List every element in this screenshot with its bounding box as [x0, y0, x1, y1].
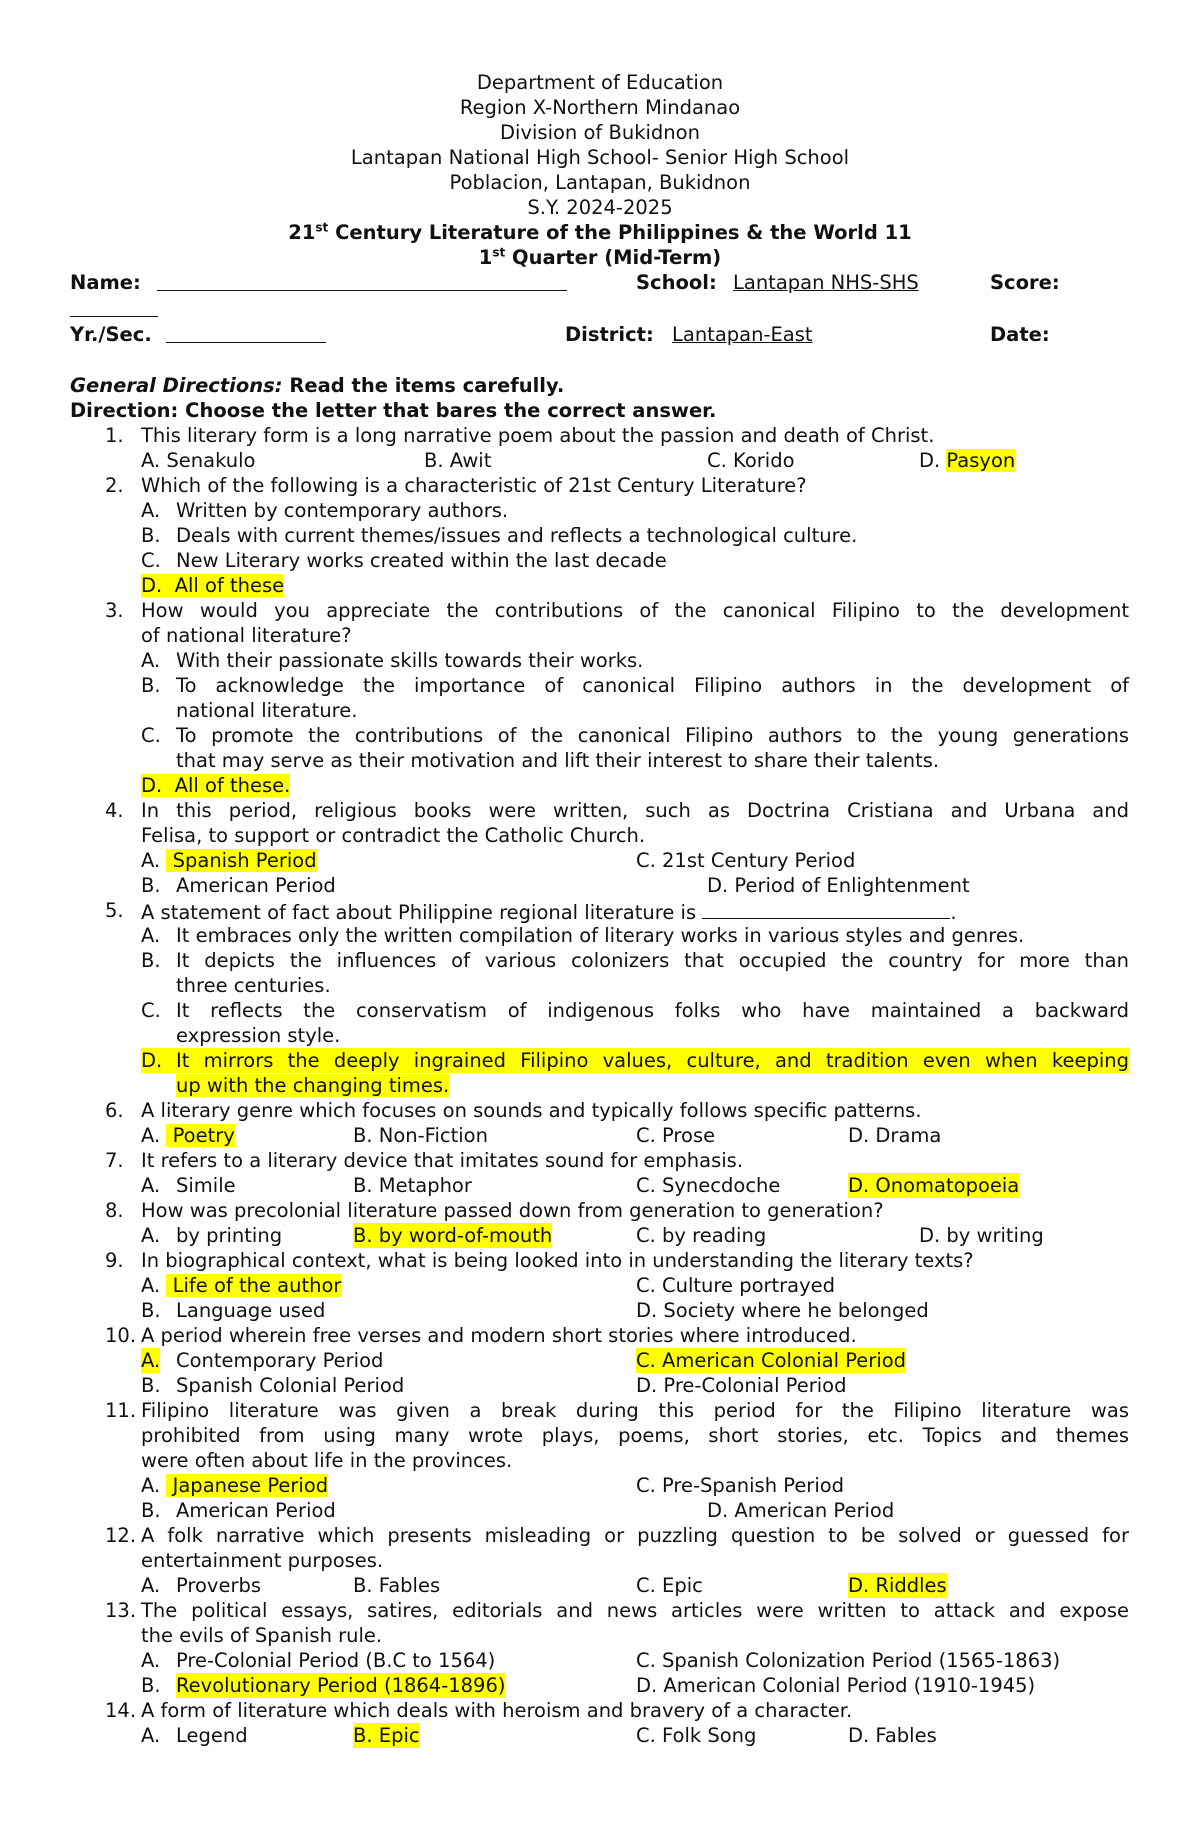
header-line-5: Poblacion, Lantapan, Bukidnon	[449, 171, 751, 194]
option-d: D. Pre-Colonial Period	[636, 1374, 847, 1397]
option-a: Contemporary Period	[176, 1349, 384, 1372]
option-d: D. It mirrors the deeply ingrained Filipino values, culture, and tradition even when keeping	[141, 1049, 1129, 1072]
option-b: B. Epic	[353, 1724, 420, 1747]
header-line-3: Division of Bukidnon	[500, 121, 700, 144]
question-number: 2.	[105, 474, 124, 497]
option-d: D. Society where he belonged	[636, 1299, 929, 1322]
option-a: A. Life of the author	[141, 1274, 342, 1297]
option-c: C. Synecdoche	[636, 1174, 781, 1197]
option-b-letter: B.	[141, 1674, 161, 1697]
yrsec-label: Yr./Sec.	[70, 323, 152, 346]
question-number: 5.	[105, 899, 124, 922]
option-c: To promote the contributions of the canonical Filipino authors to the young generations	[176, 724, 1129, 747]
header-line-4: Lantapan National High School- Senior High School	[350, 146, 850, 169]
option-a-letter: A.	[141, 1574, 161, 1597]
district-label: District:	[565, 323, 654, 346]
option-a-letter: A.	[141, 499, 161, 522]
score-label: Score:	[990, 271, 1060, 294]
option-d: D. Pasyon	[919, 449, 1016, 472]
school-label: School:	[636, 271, 717, 294]
question-text: A statement of fact about Philippine regional literature is .	[141, 898, 957, 925]
option-b: B. Metaphor	[353, 1174, 472, 1197]
option-b: B. by word-of-mouth	[353, 1224, 553, 1247]
option-a: Written by contemporary authors.	[176, 499, 509, 522]
option-b: Language used	[176, 1299, 326, 1322]
question-text: How was precolonial literature passed down from generation to generation?	[141, 1199, 884, 1222]
question-number: 6.	[105, 1099, 124, 1122]
question-text: Which of the following is a characteristic of 21st Century Literature?	[141, 474, 807, 497]
option-a: A. Japanese Period	[141, 1474, 329, 1497]
option-c-letter: C.	[141, 724, 161, 747]
option-a: Simile	[176, 1174, 236, 1197]
question-text: A period wherein free verses and modern short stories where introduced.	[141, 1324, 857, 1347]
district-value: Lantapan-East	[672, 323, 813, 346]
option-c-letter: C.	[141, 549, 161, 572]
option-b: Deals with current themes/issues and reflects a technological culture.	[176, 524, 858, 547]
option-c: C. American Colonial Period	[636, 1349, 907, 1372]
question-text: It refers to a literary device that imitates sound for emphasis.	[141, 1149, 744, 1172]
question-text-cont: of national literature?	[141, 624, 352, 647]
general-directions: General Directions: Read the items carefully.	[70, 374, 565, 397]
option-d: D. American Colonial Period (1910-1945)	[636, 1674, 1036, 1697]
option-b: It depicts the influences of various colonizers that occupied the country for more than	[176, 949, 1129, 972]
question-text: Filipino literature was given a break during this period for the Filipino literature was	[141, 1399, 1129, 1422]
option-b-letter: B.	[141, 674, 161, 697]
question-number: 14.	[105, 1699, 137, 1722]
name-field[interactable]	[157, 270, 567, 297]
question-text: A form of literature which deals with heroism and bravery of a character.	[141, 1699, 853, 1722]
option-c: C. Pre-Spanish Period	[636, 1474, 845, 1497]
option-c: C. Prose	[636, 1124, 716, 1147]
option-a: A. Poetry	[141, 1124, 235, 1147]
option-c: C. Korido	[707, 449, 795, 472]
option-b-letter: B.	[141, 874, 161, 897]
option-d: D. All of these	[141, 574, 285, 597]
option-d: D. Fables	[848, 1724, 937, 1747]
option-c: C. Epic	[636, 1574, 703, 1597]
question-text: A literary genre which focuses on sounds and typically follows specific patterns.	[141, 1099, 922, 1122]
question-text: A folk narrative which presents misleading or puzzling question to be solved or guessed for	[141, 1524, 1129, 1547]
option-b: B. Non-Fiction	[353, 1124, 488, 1147]
option-a-letter: A.	[141, 1649, 161, 1672]
option-c: C. Folk Song	[636, 1724, 757, 1747]
option-c: C. Spanish Colonization Period (1565-1863)	[636, 1649, 1061, 1672]
option-a: Proverbs	[176, 1574, 262, 1597]
option-b-cont: national literature.	[176, 699, 358, 722]
option-b: American Period	[176, 1499, 336, 1522]
option-c-letter: C.	[141, 999, 161, 1022]
question-text: The political essays, satires, editorials and news articles were written to attack and expose	[141, 1599, 1129, 1622]
header-line-1: Department of Education	[476, 71, 724, 94]
option-a-letter: A.	[141, 1174, 161, 1197]
question-text: In biographical context, what is being looked into in understanding the literary texts?	[141, 1249, 974, 1272]
question-number: 4.	[105, 799, 124, 822]
option-b: To acknowledge the importance of canonical Filipino authors in the development of	[176, 674, 1129, 697]
question-number: 7.	[105, 1149, 124, 1172]
school-value: Lantapan NHS-SHS	[733, 271, 919, 294]
option-c-cont: expression style.	[176, 1024, 341, 1047]
question-number: 1.	[105, 424, 124, 447]
option-a: A. Spanish Period	[141, 849, 317, 872]
name-label: Name:	[70, 271, 141, 294]
option-a-letter: A.	[141, 1724, 161, 1747]
option-b: Revolutionary Period (1864-1896)	[176, 1674, 506, 1697]
option-a: Legend	[176, 1724, 248, 1747]
option-b-letter: B.	[141, 524, 161, 547]
option-c: C. by reading	[636, 1224, 767, 1247]
question-number: 9.	[105, 1249, 124, 1272]
option-a: A. Senakulo	[141, 449, 256, 472]
option-b-cont: three centuries.	[176, 974, 331, 997]
option-a: It embraces only the written compilation of literary works in various styles and genres.	[176, 924, 1025, 947]
question-number: 8.	[105, 1199, 124, 1222]
question-number: 11.	[105, 1399, 137, 1422]
question-text: In this period, religious books were written, such as Doctrina Cristiana and Urbana and	[141, 799, 1129, 822]
score-field[interactable]	[70, 296, 158, 323]
direction-text: Direction: Choose the letter that bares the correct answer.	[70, 399, 717, 422]
option-a-letter: A.	[141, 1224, 161, 1247]
question-number: 3.	[105, 599, 124, 622]
question-number: 13.	[105, 1599, 137, 1622]
option-c: New Literary works created within the last decade	[176, 549, 667, 572]
option-b: B. Awit	[424, 449, 492, 472]
option-b-letter: B.	[141, 1374, 161, 1397]
option-d: D. All of these.	[141, 774, 291, 797]
option-a-letter: A.	[141, 649, 161, 672]
option-a: Pre-Colonial Period (B.C to 1564)	[176, 1649, 496, 1672]
option-d: D. Drama	[848, 1124, 942, 1147]
option-b-letter: B.	[141, 1499, 161, 1522]
option-d: D. Onomatopoeia	[848, 1174, 1020, 1197]
exam-title: 21st Century Literature of the Philippines & the World 11	[288, 220, 912, 244]
header-line-6: S.Y. 2024-2025	[527, 196, 673, 219]
question-text: This literary form is a long narrative poem about the passion and death of Christ.	[141, 424, 935, 447]
option-b: American Period	[176, 874, 336, 897]
question-text-cont: entertainment purposes.	[141, 1549, 384, 1572]
option-a-letter: A.	[141, 1349, 161, 1372]
header-line-2: Region X-Northern Mindanao	[459, 96, 741, 119]
option-b-letter: B.	[141, 949, 161, 972]
option-d: D. by writing	[919, 1224, 1044, 1247]
question-text-cont: prohibited from using many wrote plays, poems, short stories, etc. Topics and themes	[141, 1424, 1129, 1447]
question-number: 12.	[105, 1524, 137, 1547]
yrsec-field[interactable]	[166, 322, 326, 349]
option-b: Spanish Colonial Period	[176, 1374, 405, 1397]
option-c: C. Culture portrayed	[636, 1274, 836, 1297]
option-b: B. Fables	[353, 1574, 441, 1597]
date-label: Date:	[990, 323, 1050, 346]
option-d: D. Period of Enlightenment	[707, 874, 970, 897]
option-c: It reflects the conservatism of indigenous folks who have maintained a backward	[176, 999, 1129, 1022]
question-text-cont: Felisa, to support or contradict the Catholic Church.	[141, 824, 646, 847]
question-text-cont: the evils of Spanish rule.	[141, 1624, 383, 1647]
option-a: by printing	[176, 1224, 283, 1247]
option-d-cont: up with the changing times.	[176, 1074, 450, 1097]
option-c-cont: that may serve as their motivation and lift their interest to share their talents.	[176, 749, 940, 772]
question-text: How would you appreciate the contributions of the canonical Filipino to the development	[141, 599, 1129, 622]
question-number: 10.	[105, 1324, 137, 1347]
option-c: C. 21st Century Period	[636, 849, 856, 872]
question-text-cont: were often about life in the provinces.	[141, 1449, 513, 1472]
option-d: D. Riddles	[848, 1574, 947, 1597]
option-d: D. American Period	[707, 1499, 895, 1522]
option-a: With their passionate skills towards their works.	[176, 649, 644, 672]
exam-quarter: 1st Quarter (Mid-Term)	[478, 245, 722, 269]
option-a-letter: A.	[141, 924, 161, 947]
option-b-letter: B.	[141, 1299, 161, 1322]
